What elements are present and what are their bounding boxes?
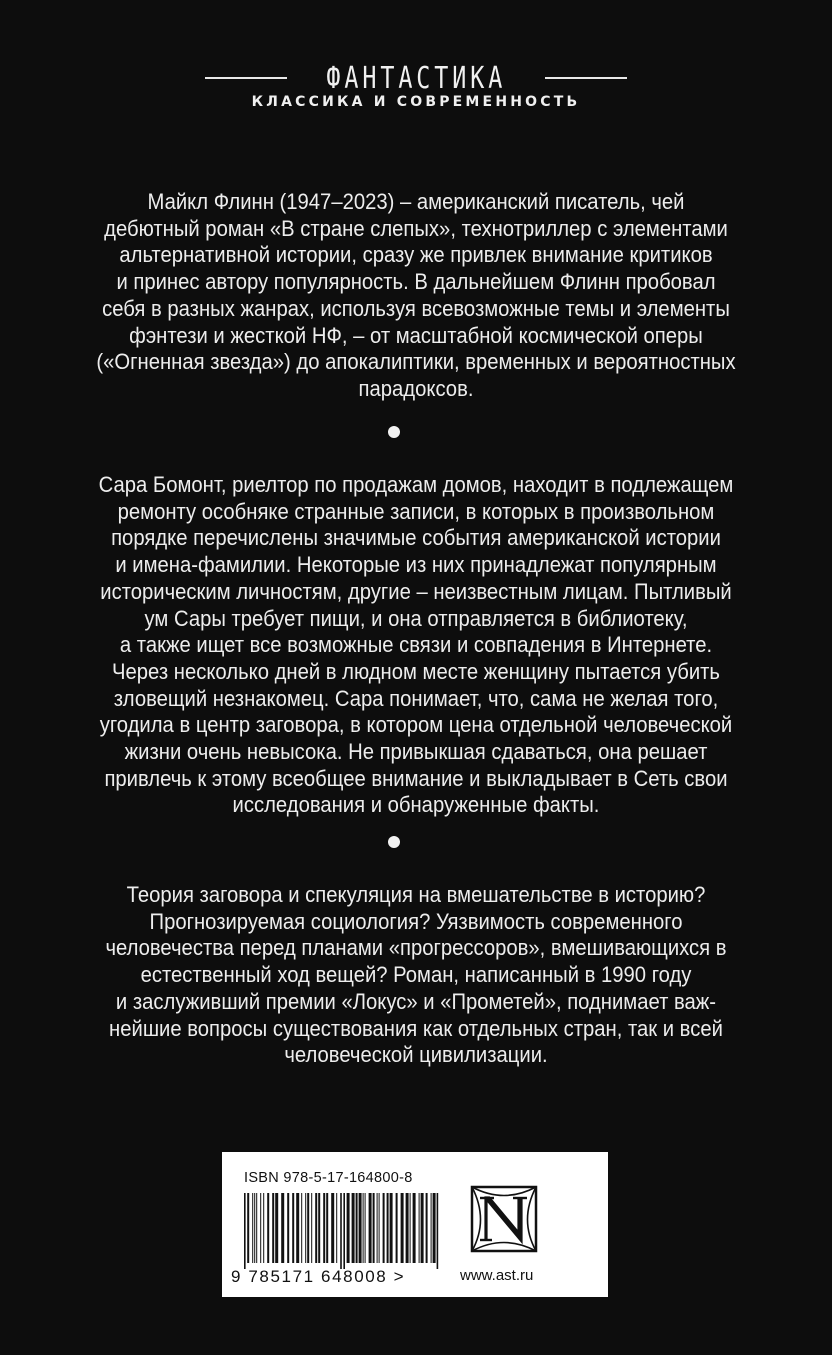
text-line: Через несколько дней в людном месте женщину пытается убить [112,658,720,684]
series-title: ФАНТАСТИКА [326,60,506,96]
theme-paragraph [78,882,755,1069]
publisher-logo-icon [469,1184,539,1254]
text-line: историческим личностям, другие – неизвестным лицам. Пытливый [100,578,732,604]
text-line: альтернативной истории, сразу же привлек внимание критиков [119,242,713,268]
publisher-website: www.ast.ru [460,1267,534,1284]
text-line: естественный ход вещей? Роман, написанный в 1990 году [140,962,692,988]
text-line: нейшие вопросы существования как отдельных стран, так и всей [109,1015,723,1041]
text-line: («Огненная звезда») до апокалиптики, временных и вероятностных [96,349,736,375]
text-line: человеческой цивилизации. [284,1042,548,1068]
series-header [0,52,832,122]
bullet-separator [388,836,400,848]
text-line: Теория заговора и спекуляция на вмешательстве в историю? [126,882,706,907]
author-paragraph [78,189,755,403]
text-line: ремонту особняке странные записи, в которых в произвольном [117,498,715,524]
series-title-row [0,60,832,96]
ean-digits: 9 785171 648008 > [231,1267,406,1286]
series-subtitle: КЛАССИКА И СОВРЕМЕННОСТЬ [251,94,581,110]
barcode-image [244,1193,440,1269]
isbn-number: ISBN 978-5-17-164800-8 [244,1170,413,1186]
text-line: человечества перед планами «прогрессоров», вмешивающихся в [105,935,727,961]
text-line: дебютный роман «В стране слепых», технотриллер с элементами [104,215,728,241]
plot-paragraph [78,472,755,819]
text-line: угодила в центр заговора, в котором цена отдельной человеческой [99,712,733,738]
text-line: фэнтези и жесткой НФ, – от масштабной космической оперы [129,322,703,348]
text-line: привлечь к этому всеобщее внимание и выкладывает в Сеть свои [104,765,728,791]
text-line: исследования и обнаруженные факты. [232,792,600,818]
text-line: зловещий незнакомец. Сара понимает, что, сама не желая того, [113,685,719,711]
title-rule-left [205,77,287,79]
barcode-panel [222,1152,608,1297]
text-line: Сара Бомонт, риелтор по продажам домов, находит в подлежащем [98,472,734,497]
text-line: парадоксов. [358,375,474,401]
text-line: а также ищет все возможные связи и совпадения в Интернете. [119,632,713,658]
text-line: и имена-фамилии. Некоторые из них принадлежат популярным [115,552,717,578]
text-line: себя в разных жанрах, используя всевозможные темы и элементы [102,295,730,321]
text-line: порядке перечислены значимые события американской истории [111,525,721,551]
text-line: и принес автору популярность. В дальнейшем Флинн пробовал [116,269,716,295]
text-line: Прогнозируемая социология? Уязвимость современного [149,908,683,934]
bullet-separator [388,426,400,438]
title-rule-right [545,77,627,79]
text-line: и заслуживший премии «Локус» и «Прометей», поднимает важ- [115,988,717,1014]
text-line: Майкл Флинн (1947–2023) – американский писатель, чей [147,189,685,214]
text-line: жизни очень невысока. Не привыкшая сдаваться, она решает [124,739,708,765]
text-line: ум Сары требует пищи, и она отправляется в библиотеку, [144,605,688,631]
